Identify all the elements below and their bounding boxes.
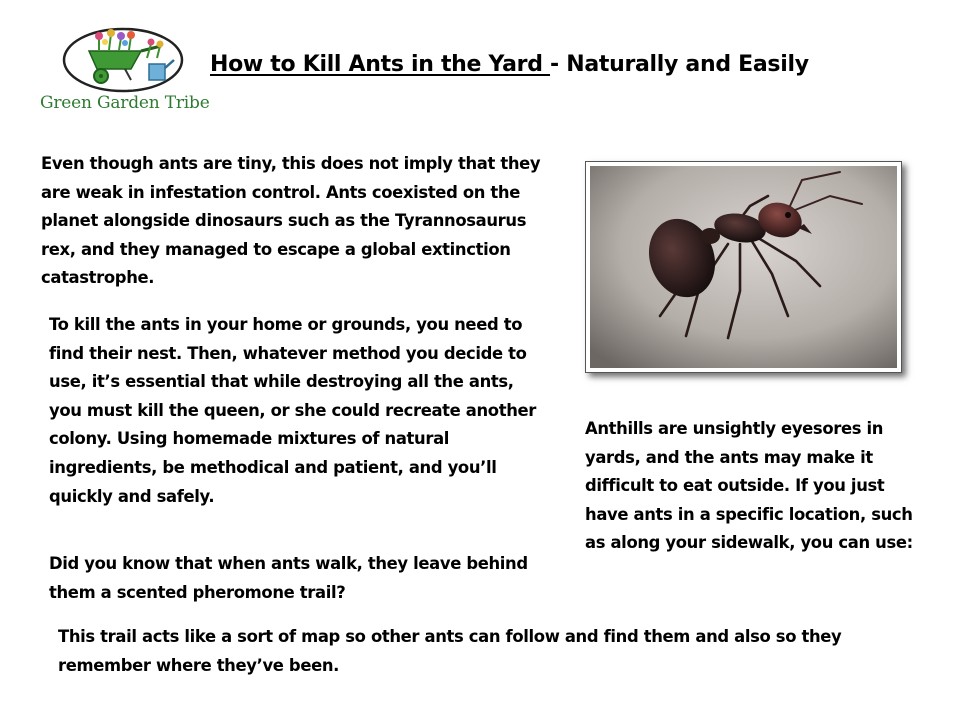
paragraph-anthills: Anthills are unsightly eyesores in yards, and the ants may make it difficult to eat outside. If you just have ants in a specific location, such as along your sidewalk, you can use: [585, 419, 913, 553]
ant-illustration [590, 166, 897, 368]
wheelbarrow-flowers-icon [61, 24, 185, 94]
page-title [210, 52, 809, 77]
brand-name: Green Garden Tribe [40, 93, 210, 113]
paragraph-ants-history: Even though ants are tiny, this does not imply that they are weak in infestation control. Ants coexisted on the planet alongside dinosaurs such as the Tyrannosaurus rex, and they managed to escape a global extinction catastrophe. [41, 154, 541, 288]
paragraph-find-nest: To kill the ants in your home or grounds, you need to find their nest. Then, whatever method you decide to use, it’s essential that while destroying all the ants, you must kill the queen, or she could recreate another colony. Using homemade mixtures of natural ingredients, be methodical and patient, and you’ll quickly and safely. [49, 315, 537, 506]
ant-photo [585, 161, 902, 373]
brand-logo[interactable] [36, 24, 211, 116]
title-subtitle: - Naturally and Easily [550, 52, 809, 77]
title-link[interactable]: How to Kill Ants in the Yard [210, 52, 551, 77]
paragraph-pheromone-question: Did you know that when ants walk, they leave behind them a scented pheromone trail? [49, 554, 528, 602]
paragraph-trail-map: This trail acts like a sort of map so other ants can follow and find them and also so they remember where they’ve been. [58, 627, 842, 675]
